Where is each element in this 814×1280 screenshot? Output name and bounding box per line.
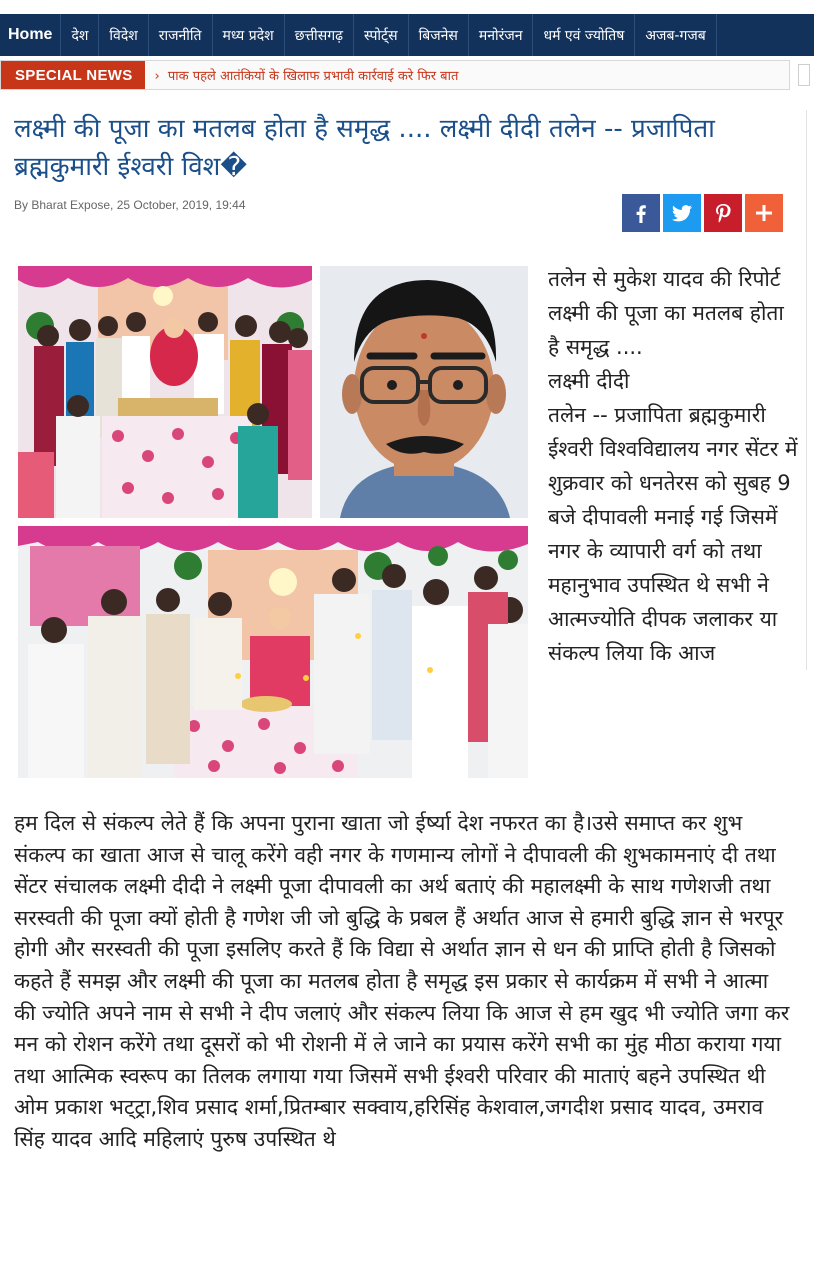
chevron-right-icon: › (154, 69, 160, 84)
nav-item-business[interactable]: बिजनेस (409, 14, 469, 56)
photo-women-celebration-art (18, 266, 312, 518)
nav-item-videsh[interactable]: विदेश (99, 14, 148, 56)
photo-reporter-portrait-art (320, 266, 528, 518)
nav-item-dharm-jyotish[interactable]: धर्म एवं ज्योतिष (533, 14, 635, 56)
nav-item-manoranjan[interactable]: मनोरंजन (469, 14, 534, 56)
ticker-scroll-box[interactable] (798, 64, 810, 86)
facebook-share-button[interactable] (622, 194, 660, 232)
news-ticker[interactable] (145, 66, 789, 84)
special-news-bar (0, 60, 790, 90)
ticker-text[interactable]: पाक पहले आतंकियों के खिलाफ प्रभावी कार्रवाई करे फिर बात (167, 69, 459, 84)
nav-item-home[interactable]: Home (0, 14, 61, 56)
photo-men-lighting-lamps-art (18, 526, 528, 778)
main-nav (0, 14, 814, 56)
nav-item-desh[interactable]: देश (61, 14, 99, 56)
special-news-label: SPECIAL NEWS (1, 61, 145, 89)
nav-item-chhattisgarh[interactable]: छत्तीसगढ़ (285, 14, 354, 56)
photo-men-lighting-lamps (18, 526, 528, 778)
sidebar-edge (806, 110, 814, 670)
share-buttons (622, 194, 783, 232)
article-body-bottom: हम दिल से संकल्प लेते हैं कि अपना पुराना खाता जो ईर्ष्या देश नफरत का है।उसे समाप्त कर शुभ संकल्प का खाता आज से चालू करेंगे वही नगर के गणमान्य लोगों ने दीपावली की शुभकामनाएं दी तथा सेंटर संचालक लक्ष्मी दीदी ने लक्ष्मी पूजा दीपावली का अर्थ बताएं की महालक्ष्मी के साथ गणेशजी तथा सरस्वती की पूजा क्यों होती है गणेश जी जो बुद्धि के प्रबल हैं अर्थात आज से हमारी बुद्धि ज्ञान से भरपूर होगी और सरस्वती की पूजा इसलिए करते हैं कि विद्या से अर्थात ज्ञान से धन की प्राप्ति होती है जिसको कहते हैं समझ और लक्ष्मी की पूजा का मतलब होता है समृद्ध इस प्रकार से कार्यक्रम में सभी ने आत्मा की ज्योति अपने नाम से सभी ने दीप जलाएं और संकल्प लिया कि आज से हम खुद भी ज्योति जगा कर मन को रोशन करेंगे तथा दूसरों को भी रोशनी में ले जाने का प्रयास करेंगे सभी का मुंह मीठा कराया गया तथा आत्मिक स्वरूप का तिलक लगाया गया जिसमें सभी ईश्वरी परिवार की माताएं बहने उपस्थित थी ओम प्रकाश भट्ट्रा,शिव प्रसाद शर्मा,प्रितम्बार सक्वाय,हरिसिंह केशवाल,जगदीश प्रसाद यादव, उमराव सिंह यादव आदि महिलाएं पुरुष उपस्थित थे (14, 811, 790, 1151)
nav-item-ajab-gajab[interactable]: अजब-गजब (635, 14, 716, 56)
twitter-icon (670, 201, 694, 225)
article-headline: लक्ष्मी की पूजा का मतलब होता है समृद्ध .... लक्ष्मी दीदी तलेन -- प्रजापिता ब्रह्मकुमारी ईश्वरी विश� (14, 114, 715, 182)
facebook-icon (629, 201, 653, 225)
nav-item-rajniti[interactable]: राजनीति (149, 14, 213, 56)
photo-reporter-portrait (320, 266, 528, 518)
article-body-top: तलेन से मुकेश यादव की रिपोर्ट लक्ष्मी की पूजा का मतलब होता है समृद्ध .... लक्ष्मी दीदी तलेन -- प्रजापिता ब्रह्मकुमारी ईश्वरी विश्वविद्यालय नगर सेंटर में शुक्रवार को धनतेरस को सुबह 9 बजे दीपावली मनाई गई जिसमें नगर के व्यापारी वर्ग को तथा महानुभाव उपस्थित थे सभी ने आत्मज्योति दीपक जलाकर या संकल्प लिया कि आज (548, 267, 798, 665)
nav-item-sports[interactable]: स्पोर्ट्स (354, 14, 409, 56)
twitter-share-button[interactable] (663, 194, 701, 232)
nav-item-madhya-pradesh[interactable]: मध्य प्रदेश (213, 14, 285, 56)
pinterest-share-button[interactable] (704, 194, 742, 232)
photo-women-celebration (18, 266, 312, 518)
pinterest-icon (711, 201, 735, 225)
more-share-button[interactable] (745, 194, 783, 232)
plus-icon (752, 201, 776, 225)
article-byline: By Bharat Expose, 25 October, 2019, 19:44 (14, 198, 246, 212)
